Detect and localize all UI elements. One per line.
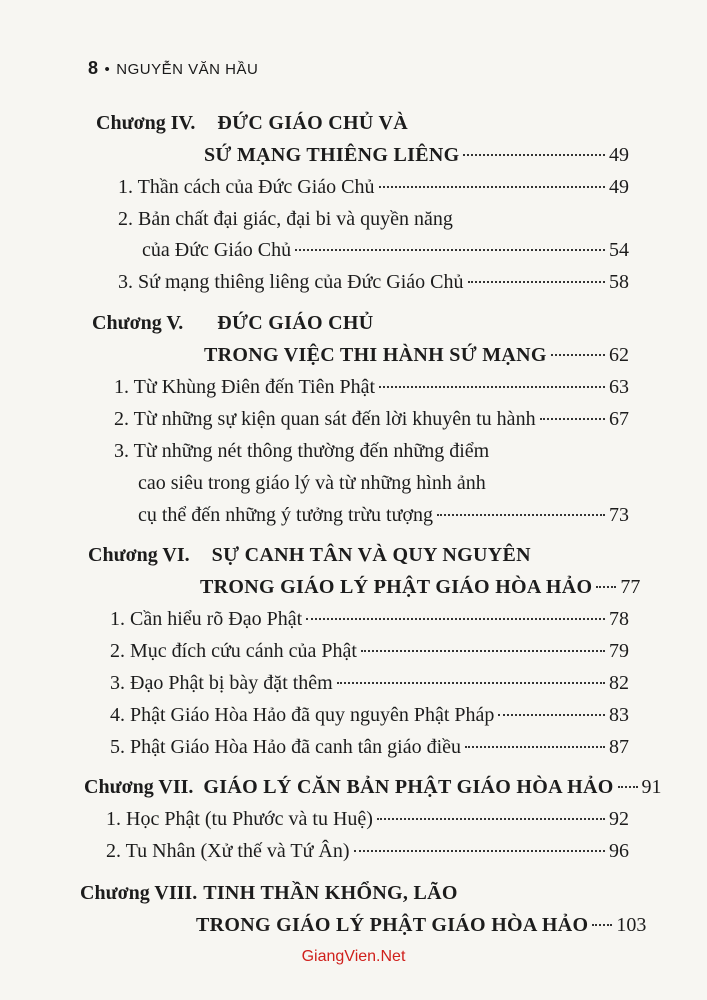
toc-ch5-heading xyxy=(92,312,629,344)
toc-ch6-heading xyxy=(88,544,629,576)
page-ref: 54 xyxy=(609,239,629,261)
toc-entry xyxy=(114,376,629,408)
leader-dots xyxy=(618,786,638,788)
toc-entry xyxy=(110,736,629,768)
chapter-title: TRONG VIỆC THI HÀNH SỨ MẠNG xyxy=(204,344,547,366)
entry-text: 2. Bản chất đại giác, đại bi và quyền năng xyxy=(118,208,453,230)
chapter-title: ĐỨC GIÁO CHỦ xyxy=(217,312,374,334)
toc-entry xyxy=(106,840,629,872)
toc-entry xyxy=(110,704,629,736)
toc-entry xyxy=(110,672,629,704)
leader-dots xyxy=(354,850,605,852)
toc-entry xyxy=(106,808,629,840)
toc-entry xyxy=(114,408,629,440)
page-ref: 62 xyxy=(609,344,629,366)
toc-ch8-title-line xyxy=(196,914,647,946)
chapter-title: ĐỨC GIÁO CHỦ VÀ xyxy=(217,112,409,134)
entry-text: 1. Cần hiểu rõ Đạo Phật xyxy=(110,608,303,630)
running-header xyxy=(88,58,258,79)
leader-dots xyxy=(379,186,606,188)
toc-ch6-title-line xyxy=(200,576,641,608)
leader-dots xyxy=(498,714,605,716)
entry-text: cụ thể đến những ý tưởng trừu tượng xyxy=(138,504,434,526)
chapter-title: TRONG GIÁO LÝ PHẬT GIÁO HÒA HẢO xyxy=(196,914,589,936)
chapter-title: TRONG GIÁO LÝ PHẬT GIÁO HÒA HẢO xyxy=(200,576,593,598)
toc-ch4-title-line xyxy=(204,144,629,176)
chapter-title: TINH THẦN KHỔNG, LÃO xyxy=(203,882,458,904)
watermark-text: GiangVien.Net xyxy=(301,948,406,965)
chapter-label: Chương VII. xyxy=(84,776,194,798)
leader-dots xyxy=(379,386,605,388)
toc-entry-cont xyxy=(138,504,629,536)
entry-text: 1. Thần cách của Đức Giáo Chủ xyxy=(118,176,375,198)
header-separator: • xyxy=(104,61,111,78)
leader-dots xyxy=(465,746,605,748)
page-ref: 78 xyxy=(609,608,629,630)
page-ref: 82 xyxy=(609,672,629,694)
chapter-label: Chương VIII. xyxy=(80,882,198,904)
page-ref: 49 xyxy=(609,176,629,198)
toc-ch8-heading xyxy=(80,882,629,914)
entry-text: 2. Mục đích cứu cánh của Phật xyxy=(110,640,357,662)
toc-entry xyxy=(118,176,629,208)
entry-text: của Đức Giáo Chủ xyxy=(142,239,292,261)
leader-dots xyxy=(551,354,605,356)
toc-ch5-title-line xyxy=(204,344,629,376)
page-ref: 49 xyxy=(609,144,629,166)
chapter-title: SỰ CANH TÂN VÀ QUY NGUYÊN xyxy=(211,544,531,566)
leader-dots xyxy=(361,650,605,652)
leader-dots xyxy=(463,154,605,156)
toc-entry xyxy=(118,208,629,240)
entry-text: 5. Phật Giáo Hòa Hảo đã canh tân giáo điều xyxy=(110,736,462,758)
leader-dots xyxy=(468,281,605,283)
leader-dots xyxy=(437,514,605,516)
entry-text: 2. Từ những sự kiện quan sát đến lời khuyên tu hành xyxy=(114,408,536,430)
entry-text: 4. Phật Giáo Hòa Hảo đã quy nguyên Phật Pháp xyxy=(110,704,495,726)
leader-dots xyxy=(592,924,612,926)
chapter-title: GIÁO LÝ CĂN BẢN PHẬT GIÁO HÒA HẢO xyxy=(203,776,614,798)
page-ref: 63 xyxy=(609,376,629,398)
toc-entry xyxy=(110,608,629,640)
entry-text: 1. Học Phật (tu Phước và tu Huệ) xyxy=(106,808,373,830)
page-ref: 77 xyxy=(620,576,641,598)
page-ref: 92 xyxy=(609,808,629,830)
entry-text: 3. Đạo Phật bị bày đặt thêm xyxy=(110,672,333,694)
page-ref: 67 xyxy=(609,408,629,430)
toc-ch4-heading xyxy=(96,112,629,144)
page-ref: 83 xyxy=(609,704,629,726)
page-number: 8 xyxy=(88,58,99,78)
leader-dots xyxy=(540,418,605,420)
entry-text: cao siêu trong giáo lý và từ những hình ảnh xyxy=(138,472,486,494)
leader-dots xyxy=(306,618,605,620)
leader-dots xyxy=(596,586,616,588)
page-ref: 79 xyxy=(609,640,629,662)
entry-text: 2. Tu Nhân (Xử thế và Tứ Ân) xyxy=(106,840,350,862)
leader-dots xyxy=(377,818,605,820)
chapter-title: SỨ MẠNG THIÊNG LIÊNG xyxy=(204,144,460,166)
author-name: NGUYỄN VĂN HẦU xyxy=(116,61,259,78)
page-ref: 96 xyxy=(609,840,629,862)
entry-text: 3. Sứ mạng thiêng liêng của Đức Giáo Chủ xyxy=(118,271,464,293)
chapter-label: Chương V. xyxy=(92,312,184,334)
entry-text: 1. Từ Khùng Điên đến Tiên Phật xyxy=(114,376,376,398)
page-ref: 103 xyxy=(616,914,647,936)
page-ref: 73 xyxy=(609,504,629,526)
toc-entry xyxy=(110,640,629,672)
toc-ch7-heading xyxy=(84,776,662,808)
page-ref: 91 xyxy=(641,776,662,798)
toc-entry xyxy=(118,271,629,303)
leader-dots xyxy=(295,249,605,251)
chapter-label: Chương VI. xyxy=(88,544,190,566)
chapter-label: Chương IV. xyxy=(96,112,196,134)
leader-dots xyxy=(337,682,605,684)
toc-entry-cont xyxy=(142,239,629,271)
toc-entry xyxy=(114,440,629,472)
page-ref: 58 xyxy=(609,271,629,293)
entry-text: 3. Từ những nét thông thường đến những điểm xyxy=(114,440,490,462)
toc-entry-cont xyxy=(138,472,629,504)
page-ref: 87 xyxy=(609,736,629,758)
